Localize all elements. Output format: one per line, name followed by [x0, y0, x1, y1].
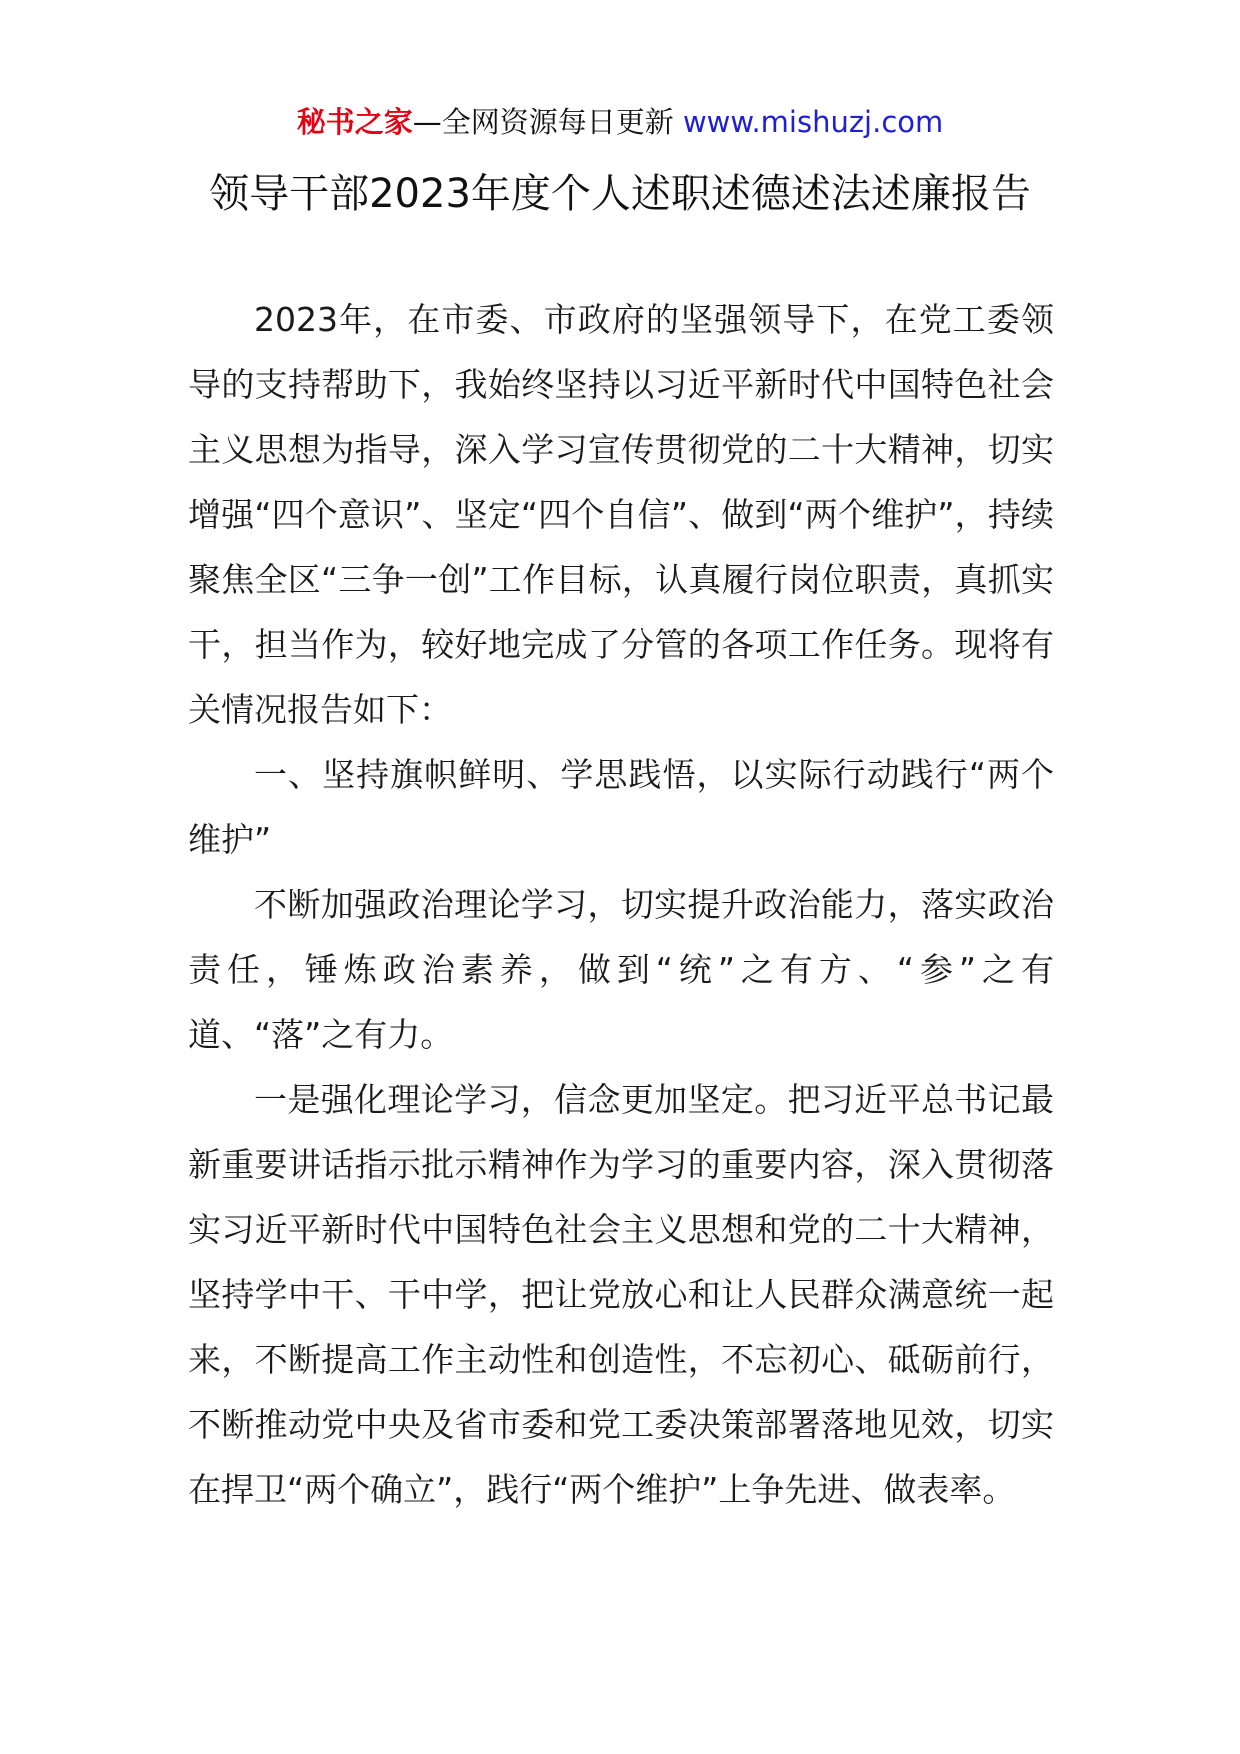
site-header: [0, 100, 1240, 144]
section-heading-1: 一、坚持旗帜鲜明、学思践悟，以实际行动践行“两个维护”: [188, 755, 1054, 859]
document-title: 领导干部2023年度个人述职述德述法述廉报告: [209, 171, 1031, 217]
brand-name: 秘书之家: [296, 105, 413, 139]
site-url-link[interactable]: www.mishuzj.com: [682, 105, 944, 139]
paragraph-intro: 2023年，在市委、市政府的坚强领导下，在党工委领导的支持帮助下，我始终坚持以习近平新时代中国特色社会主义思想为指导，深入学习宣传贯彻党的二十大精神，切实增强“四个意识”、坚定“四个自信”、做到“两个维护”，持续聚焦全区“三争一创”工作目标，认真履行岗位职责，真抓实干，担当作为，较好地完成了分管的各项工作任务。现将有关情况报告如下：: [188, 300, 1054, 729]
paragraph-section-1-summary: 不断加强政治理论学习，切实提升政治能力，落实政治责任，锤炼政治素养，做到“统”之有方、“参”之有道、“落”之有力。: [188, 885, 1054, 1054]
header-tagline: —全网资源每日更新: [412, 105, 674, 139]
document-body: [188, 287, 1054, 1522]
paragraph-point-1: 一是强化理论学习，信念更加坚定。把习近平总书记最新重要讲话指示批示精神作为学习的重要内容，深入贯彻落实习近平新时代中国特色社会主义思想和党的二十大精神，坚持学中干、干中学，把让党放心和让人民群众满意统一起来，不断提高工作主动性和创造性，不忘初心、砥砺前行，不断推动党中央及省市委和党工委决策部署落地见效，切实在捍卫“两个确立”，践行“两个维护”上争先进、做表率。: [188, 1080, 1054, 1509]
